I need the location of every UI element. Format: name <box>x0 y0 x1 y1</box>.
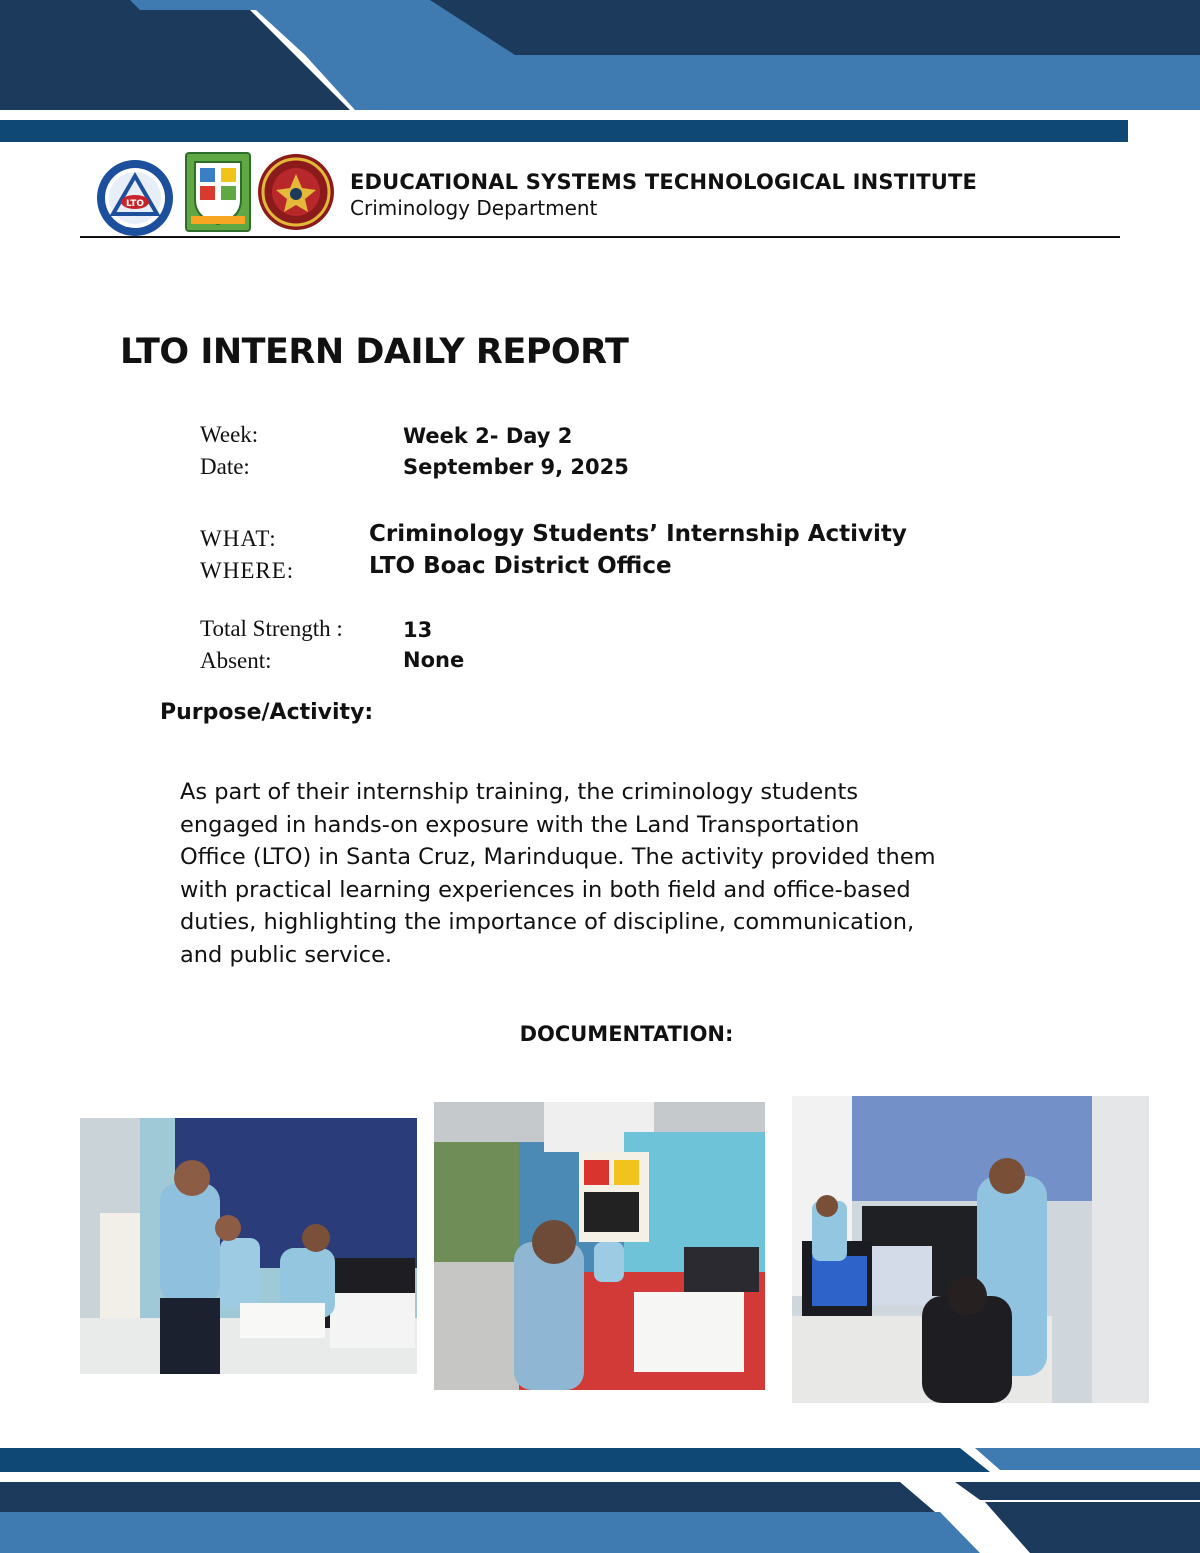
criminology-seal-icon <box>256 152 336 232</box>
header-divider <box>80 236 1120 238</box>
where-label: WHERE: <box>200 558 295 583</box>
what-label: WHAT: <box>200 526 277 551</box>
absent-label: Absent: <box>200 648 272 673</box>
week-value: Week 2- Day 2 <box>403 424 573 448</box>
top-banner-decoration <box>0 0 1200 150</box>
where-value: LTO Boac District Office <box>369 553 672 579</box>
week-label: Week: <box>200 422 259 447</box>
date-value: September 9, 2025 <box>403 455 629 479</box>
absent-value: None <box>403 648 465 672</box>
photo-interns-at-office-counter <box>434 1102 765 1390</box>
photo-interns-at-computers <box>792 1096 1149 1403</box>
total-strength-label: Total Strength : <box>200 616 343 641</box>
photo-interns-at-desk <box>80 1118 417 1374</box>
lto-seal-icon <box>95 158 175 238</box>
purpose-paragraph: As part of their internship training, the criminology students engaged in hands-on exposure with the Land Transportation Office (LTO) in Santa Cruz, Marinduque. The activity provided them with practical learning experiences in both field and office-based duties, highlighting the importance of discipline, communication, and public service. <box>180 779 936 968</box>
department-name: Criminology Department <box>350 196 598 220</box>
page-title: LTO INTERN DAILY REPORT <box>120 332 629 372</box>
school-shield-icon <box>185 152 251 232</box>
what-value: Criminology Students’ Internship Activity <box>369 521 907 547</box>
institution-name: EDUCATIONAL SYSTEMS TECHNOLOGICAL INSTITUTE <box>350 170 978 194</box>
total-strength-value: 13 <box>403 618 433 642</box>
date-label: Date: <box>200 454 250 479</box>
bottom-banner-decoration <box>0 1440 1200 1553</box>
svg-text:LTO: LTO <box>125 199 145 209</box>
documentation-heading: DOCUMENTATION: <box>519 1022 734 1046</box>
purpose-heading: Purpose/Activity: <box>160 700 374 725</box>
